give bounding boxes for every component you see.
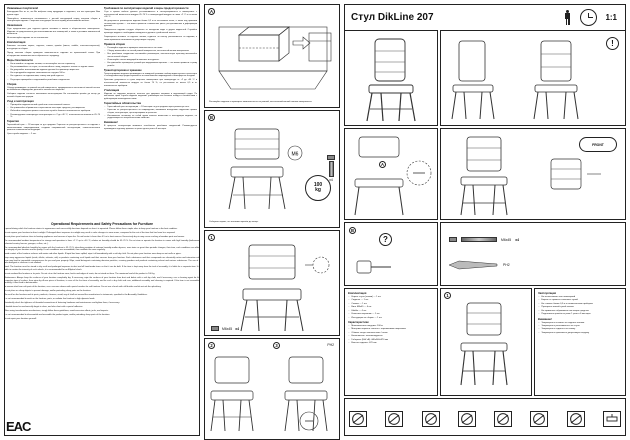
step-2-panel bbox=[204, 338, 340, 440]
left-column-2 bbox=[104, 7, 197, 221]
warnings-box: Эксплуатация – Не использовать вне помещений – Беречь от прямых солнечных лучей – Не ставить ближе 0,5 м к отопительным приборам – Протирать мягкой сухой тканью – Не применять абразивные чистящие средства – Подтягивать крепёж не реже 1 раза в 6 месяцев Внимание! – Запрещается вставать на сиденье ногами – Запрещается раскачиваться на стуле – Запрещается садиться на спинку – Запрещается превышать допустимую нагрузку bbox=[534, 288, 626, 396]
section-purpose: Назначение Стул предназначен для сидения одного человека в жилых и общественных помещениях. Изделие не предназначено для использования вне помещений, а также в условиях повышенной влажности. Не используйте изделие не по назначению. bbox=[7, 24, 100, 40]
callout-b-box bbox=[344, 222, 438, 286]
chair-photo-box bbox=[344, 30, 438, 126]
hardware-box bbox=[440, 222, 626, 286]
no-fire-icon bbox=[567, 411, 585, 427]
section-warranty-obligations: Гарантийные обязательства – Гарантийный срок эксплуатации — 18 месяцев со дня продажи через розничную сеть. – Гарантия не распространяется на повреждения, возникшие вследствие нарушения правил сборки, эксплуатации, транспортировки и хранения. – Изготовитель оставляет за собой право вносить изменения в конструкцию изделия, не ухудшающие его потребительские свойства. bbox=[104, 102, 197, 120]
section-care: Уход и эксплуатация – Протирайте изделие мягкой сухой или слегка влажной тканью. – Не применяйте абразивные и агрессивные чистящие средства, растворители. – Избегайте попадания прямых солнечных лучей и близости отопительных приборов. – Рекомендуемая температура эксплуатации от +2 до +40 °C, относительная влажность 45–70 %. bbox=[7, 100, 100, 119]
step-badge-1: 1 bbox=[208, 234, 215, 241]
callout-badge-b: B bbox=[350, 228, 355, 233]
front-label: FRONT bbox=[579, 137, 617, 152]
step-badge-a: A bbox=[209, 9, 214, 14]
eac-mark: EAC bbox=[6, 419, 31, 434]
max-load-badge: 100 kg bbox=[305, 175, 331, 201]
parts-list-panel: B M6 x4 100 kg Соберите каркас, не затягивая крепёж до конца. bbox=[204, 110, 340, 228]
tighten-icon bbox=[603, 411, 621, 427]
section-safety: Меры безопасности – Не вставайте на изделие ногами, не используйте его как стремянку. – Не раскачивайтесь на стуле, не отклоняйтесь назад, опираясь только на задние ножки. – Не допускайте использование изделия детьми без присмотра взрослых. – Не перегружайте изделие: максимальная нагрузка 100 кг. – Не садитесь на подлокотники, спинку или край сиденья. – Регулярно проверяйте и подтягивайте резьбовые соединения. bbox=[7, 59, 100, 82]
attention-icon: ! bbox=[606, 37, 619, 50]
section-warranty: Гарантия Гарантийный срок — 18 месяцев со дня продажи. Гарантия не распространяется на изделия с механическими повреждениями, следами неправильной эксплуатации, самостоятельного ремонта и изменения конструкции. Срок службы изделия — 5 лет. bbox=[7, 120, 100, 136]
screw-head-icon bbox=[327, 155, 335, 160]
front-view-box bbox=[440, 128, 626, 220]
screw-shaft-icon bbox=[329, 161, 334, 177]
step-a-unpack: A Распакуйте изделие и проверьте комплектность на ровной, застеленной мягкой тканью поверхности. bbox=[204, 4, 340, 108]
no-sit-back-icon bbox=[422, 411, 440, 427]
callout-badge-a: A bbox=[380, 162, 385, 167]
final-step-badge-1: 1 bbox=[444, 292, 451, 299]
bolt-head-icon bbox=[449, 237, 457, 242]
no-water-icon bbox=[494, 411, 512, 427]
specs-notes-box: Комплектация – Каркас стула (ножки) — 1 шт. – Сиденье — 1 шт. – Спинка — 1 шт. – Винт М6х45 — 4 шт. – Шайба — 4 шт. – Ключ-шестигранник — 1 шт. – Инструкция по сборке — 1 шт. Характеристики – Максимальная нагрузка: 100 кг – Материал каркаса: металл с порошковым покрытием – Обивка: искусственная кожа / ткань – Наполнитель: пенополиуретан – Габариты (ШхГхВ): 440х540х970 мм – Высота сиденья: 470 мм bbox=[344, 288, 438, 396]
question-icon: ? bbox=[379, 233, 392, 246]
english-text-panel: Operational Requirements and Safety Precautions for Furniture A period during which the furniture retains its appearance and successfully functions depends on how it is operated. Please follow these simple rules to keep your furniture in the best condition. Do not expose your furniture to direct sunlight. Prolonged direct exposure to sunlight may result in color changes in some areas, compared to the rest of the item that has been less exposed. Do not place your furniture close to heating appliances and sources of open fire. Do not locate it closer than 0.5 m to heat sources. Excessively dry air may cause cracking of wooden parts and veneer. The recommended ambient temperature for storage and operation is from +2 °C up to +40 °C; relative air humidity should be 45–70 %. Do not store or operate the furniture in rooms with high humidity (bathrooms, unheated country houses, garages, cellars, etc.). The recommended absolute humidity for rooms with the furniture is 45–70 %, describing variation of extreme humidity and/or dryness, even twice as great than periodic changes; their time, such conditions can affect the integrity of your furniture and its quality. If such conditions are unavoidable, then ventilate the room regularly. Avoid contact of the furniture surfaces with water and other liquids. If liquid has been spilled, wipe it off immediately with a soft dry cloth. Do not place your furniture near damp or wet walls or pipes. Keep away aggressive liquids (acids, alkalis, solvents, oils) or products containing such liquids and their sources from your furniture. Such substances and their compounds are chemically active and interactive with them may lead to irreparable consequences for you and your property. Wipe, avoid detergents containing abrasive particles, scouring powders and products containing solvent and various substances. The use of a safe detergent or cleanser is not allowed. Sand: The furniture must be stored in dry sunlit and prolonged exposure to dust and all hand-made items so that it can be built. If the item is kept away from the task of assembly, it is liable for a separate item. It is liable to contain the intensity of such wheels, it is recommended for an Elliptical shock. Do not overload the furniture or its parts. Do not sit on the furniture arms, backs and edges of seats, do not stand on them. The maximum load of the product is 100 kg. Maintenance: Always keep the surfaces of your furniture completely dry. If necessary, wipe the surfaces of your furniture from dust and debris with a soft dry cloth, and if necessary, use a cleaning agent for the respective type of surface, then wipe dry. A new piece of furniture, in case of the first time of assembly, and for such a dry cloth and care, additional assembly and cleaning is required. If the item is not assembled carefully, it must lead to deterioration. To remove dust from soft parts of the furniture, use a vacuum cleaner with special nozzles for soft furniture. Do not use a brush with stiff bristles and do not rub the upholstery. Do not place on sharp objects to prevent damage, and/or protruding sharp parts on the furniture. We recall on the furniture and its parts, products, cleaners, avoid; any of shall not exceed the manufacturer's statements, specified in the Assembly Guidelines. It is not recommended to wash on the furniture, parts, or radiator live furniture to high dynamic loads. Periodically check the tightness of threaded connections of fastening hardware and maintenance and tighten them, if necessary. If durable items for mechanically forget to close, and also short with a special adhesive. When using transformation mechanisms, simply follow these guidelines; avoid excessive efforts, jerks, and impacts. It is not recommended to disassemble and assemble the product again, and/or protruding sharp parts of the furniture. Do not repair your furniture yourself. EAC bbox=[4, 222, 200, 434]
bolt-count: x4 bbox=[515, 237, 519, 242]
section-attention: Внимание! В процессе эксплуатации возможно ослабление резьбовых соединений. Рекомендуется производить подтяжку крепежа не реже одного раза в 6 месяцев. bbox=[104, 121, 197, 130]
dimension-drawings-box bbox=[440, 30, 626, 126]
scale-ratio: 1:1 bbox=[605, 13, 617, 22]
person-icon bbox=[563, 10, 572, 26]
title-bar bbox=[344, 4, 626, 30]
section-transport: Транспортировка и хранение Транспортировка изделия производится в заводской упаковке любым видом крытого транспорта с соблюдением мер предосторожности от механических повреждений и атмосферных осадков. Хранение допускается в сухих закрытых помещениях при температуре от +2 до +40 °C и относительной влажности воздуха не более 70 %, на расстоянии не менее 0,5 м от отопительных приборов. bbox=[104, 68, 197, 87]
section-assembly: Сборка Сборку производите на ровной чистой поверхности, предварительно застелив её мягкой тканью во избежание повреждения деталей и напольного покрытия. Соберите изделие согласно пошаговым иллюстрациям. Не затягивайте крепёж до конца до полной сборки конструкции. bbox=[7, 82, 100, 98]
step-badge-3: 3 bbox=[273, 342, 280, 349]
final-step-box bbox=[440, 288, 532, 396]
tool-spec: PH2 bbox=[503, 263, 510, 267]
tool-label: PH2 bbox=[327, 343, 334, 347]
clock-icon bbox=[580, 9, 597, 26]
step-1-panel: 1 M6x45 x4 bbox=[204, 230, 340, 336]
bolt-shaft-icon bbox=[461, 237, 497, 242]
middle-illustrations-panel bbox=[204, 4, 340, 436]
left-column-1 bbox=[7, 7, 100, 221]
no-stand-icon bbox=[349, 411, 367, 427]
bolt-spec: M6x45 bbox=[501, 237, 512, 242]
page-title: Стул DikLine 207 bbox=[351, 12, 434, 23]
callout-a-box bbox=[344, 128, 438, 220]
section-contents: Комплектация Комплект поставки: каркас, сиденье, спинка, крепёж (винты, шайбы, ключ-шестигранник), инструкция по сборке. Перед началом сборки проверьте комплектность изделия по прилагаемой схеме. При обнаружении некомплектности обратитесь к продавцу. bbox=[7, 41, 100, 57]
no-sun-icon bbox=[530, 411, 548, 427]
svg-text:M6: M6 bbox=[291, 151, 299, 158]
section-assembly-rules: Правила сборки – Распакуйте изделие и проверьте комплектность по схеме. – Сборку выполняйте на чистой ровной поверхности, застеленной мягким материалом. – Все резьбовые соединения затягивайте равномерно, окончательную протяжку выполняйте после полной сборки. – Используйте только входящий в комплект инструмент. – Не прилагайте чрезмерных усилий при закручивании крепежа — это может привести к срыву резьбы. bbox=[104, 43, 197, 68]
no-rock-icon bbox=[385, 411, 403, 427]
right-panel bbox=[344, 4, 626, 436]
step-badge-b: B bbox=[209, 115, 214, 120]
footer-pictograms bbox=[344, 398, 626, 436]
no-child-icon bbox=[458, 411, 476, 427]
section-requirements: Требования по эксплуатации изделий и меры предосторожности Стул и прочая мебель должны устанавливаться и эксплуатироваться в помещениях с относительной влажностью воздуха 45–70 % и температурой воздуха не ниже +2 °C и не выше +40 °C. Не допускается размещение изделия ближе 0,5 м от источников тепла, а также под прямыми солнечными лучами — это может привести к изменению цвета, растрескиванию и деформации деталей. Поверхности изделия следует оберегать от попадания воды и других жидкостей. Случайно пролитую жидкость необходимо немедленно удалить сухой мягкой тканью. Запрещается вставать на сиденье ногами, садиться на спинку, раскачиваться на изделии, а также превышать максимально допустимую нагрузку. bbox=[104, 7, 197, 41]
step-badge-2: 2 bbox=[208, 342, 215, 349]
section-buyers: Уважаемые покупатели! Благодарим Вас за то, что Вы выбрали нашу продукцию и надеемся, что она прослужит Вам долгие годы. Пожалуйста, внимательно ознакомьтесь с данной инструкцией перед началом сборки и эксплуатации изделия. Сохраните инструкцию на весь период использования мебели. bbox=[7, 7, 100, 23]
section-disposal: Утилизация Изделие не содержит веществ, опасных для здоровья человека и окружающей среды. По окончании срока службы изделие подлежит утилизации как бытовые отходы в соответствии с действующим законодательством. bbox=[104, 88, 197, 100]
screw-part: x4 bbox=[327, 155, 335, 182]
bolt-icon bbox=[211, 326, 219, 331]
